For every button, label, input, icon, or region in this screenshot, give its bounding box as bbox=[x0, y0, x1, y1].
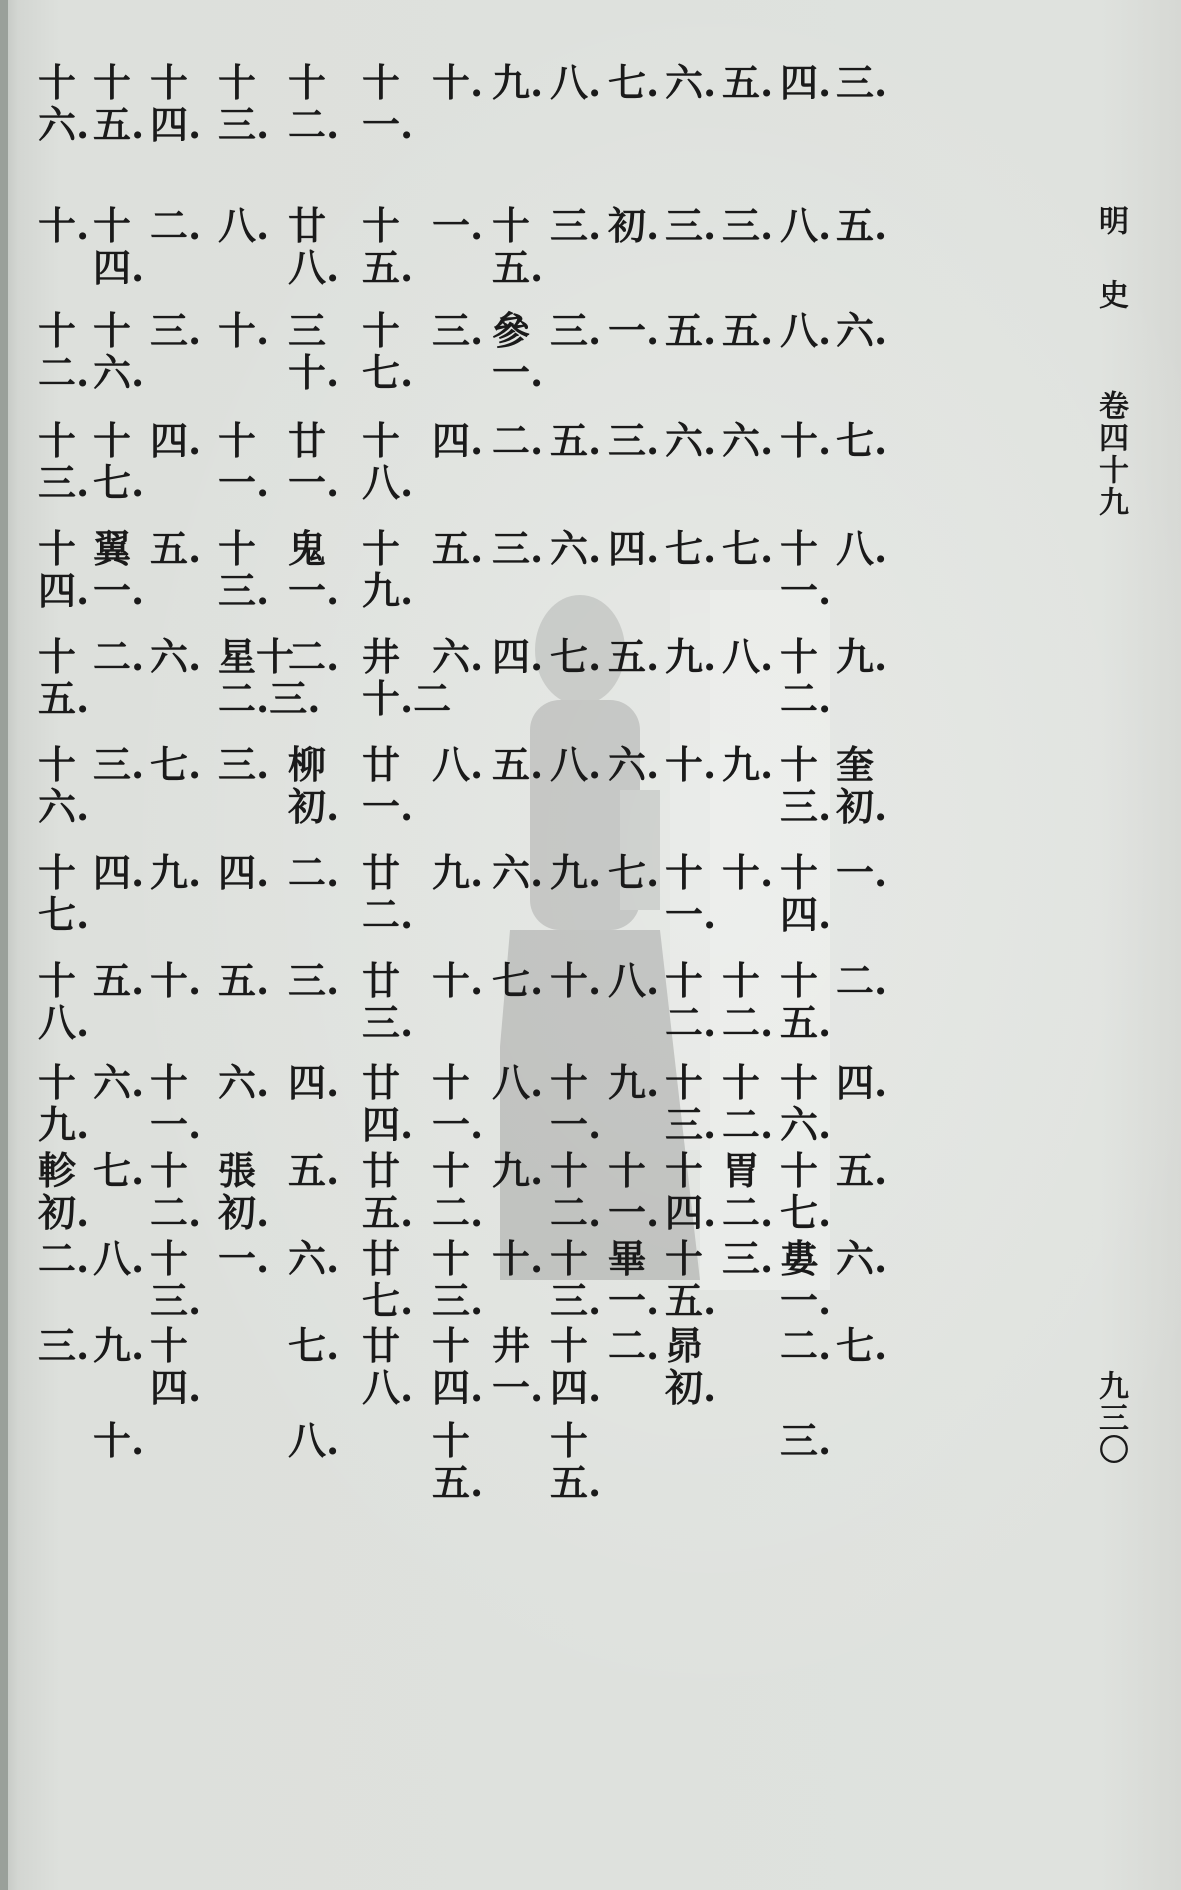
table-cell: 七. bbox=[492, 958, 544, 1003]
table-cell: 九. bbox=[836, 634, 888, 679]
table-cell: 五. bbox=[432, 526, 484, 571]
table-cell: 十. bbox=[492, 1236, 544, 1281]
table-cell: 九. bbox=[550, 850, 602, 895]
table-cell: 二. bbox=[492, 418, 544, 463]
table-cell: 六. bbox=[432, 634, 484, 679]
table-cell: 一. bbox=[432, 203, 484, 248]
table-cell: 昴 初. bbox=[665, 1323, 717, 1410]
table-cell: 十. bbox=[665, 742, 717, 787]
table-cell: 翼 一. bbox=[93, 526, 145, 613]
table-cell bbox=[150, 1420, 220, 1520]
table-cell: 鬼 一. bbox=[288, 526, 340, 613]
table-cell: 十. bbox=[150, 958, 202, 1003]
table-cell: 二. bbox=[150, 203, 202, 248]
table-row bbox=[0, 310, 1181, 400]
table-cell: 七. bbox=[150, 742, 202, 787]
table-row bbox=[0, 960, 1181, 1050]
table-cell: 十 五. bbox=[550, 1418, 602, 1505]
table-cell: 五. bbox=[288, 1148, 340, 1193]
table-cell: 五. bbox=[608, 634, 660, 679]
table-cell: 十 六. bbox=[38, 742, 90, 829]
table-cell: 八. bbox=[722, 634, 774, 679]
table-cell: 六. bbox=[288, 1236, 340, 1281]
table-cell: 七. bbox=[608, 850, 660, 895]
table-cell: 九. bbox=[93, 1323, 145, 1368]
table-cell: 十. bbox=[722, 850, 774, 895]
table-cell: 八. bbox=[218, 203, 270, 248]
table-cell: 三. bbox=[780, 1418, 832, 1463]
table-cell: 參 一. bbox=[492, 308, 544, 395]
table-cell: 五. bbox=[218, 958, 270, 1003]
table-row bbox=[0, 205, 1181, 295]
table-cell: 十 七. bbox=[93, 418, 145, 505]
table-cell: 四. bbox=[93, 850, 145, 895]
table-cell: 十 九. bbox=[38, 1060, 90, 1147]
table-cell: 十 七. bbox=[780, 1148, 832, 1235]
table-cell: 十 二. bbox=[150, 1148, 202, 1235]
table-cell: 六. bbox=[93, 1060, 145, 1105]
table-cell: 六. bbox=[150, 634, 202, 679]
table-cell: 十 一. bbox=[780, 526, 832, 613]
table-cell: 三. bbox=[608, 418, 660, 463]
table-cell: 五. bbox=[722, 308, 774, 353]
table-cell: 三. bbox=[38, 1323, 90, 1368]
table-row bbox=[0, 852, 1181, 942]
table-cell: 廿 一. bbox=[362, 742, 414, 829]
table-row bbox=[0, 1150, 1181, 1240]
table-cell: 十 二. bbox=[780, 634, 832, 721]
table-cell: 四. bbox=[492, 634, 544, 679]
table-cell: 廿 八. bbox=[362, 1323, 414, 1410]
table-cell: 五. bbox=[150, 526, 202, 571]
table-cell: 十 七. bbox=[362, 308, 414, 395]
table-cell: 十 二. bbox=[38, 308, 90, 395]
table-row bbox=[0, 744, 1181, 834]
table-row bbox=[0, 1238, 1181, 1328]
table-cell: 九. bbox=[722, 742, 774, 787]
table-cell: 九. bbox=[665, 634, 717, 679]
table-cell: 八. bbox=[93, 1236, 145, 1281]
table-cell: 八. bbox=[780, 308, 832, 353]
table-cell: 十. bbox=[93, 1418, 145, 1463]
table-cell: 軫 初. bbox=[38, 1148, 90, 1235]
table-cell: 四. bbox=[150, 418, 202, 463]
table-cell: 十 五. bbox=[93, 60, 145, 147]
table-cell: 七. bbox=[722, 526, 774, 571]
table-cell: 八. bbox=[288, 1418, 340, 1463]
table-cell: 井 一. bbox=[492, 1323, 544, 1410]
table-cell: 十 五. bbox=[432, 1418, 484, 1505]
table-cell: 十 二. bbox=[722, 1060, 774, 1147]
table-cell: 八. bbox=[608, 958, 660, 1003]
table-cell: 三. bbox=[722, 1236, 774, 1281]
table-cell: 五. bbox=[722, 60, 774, 105]
table-cell: 十 四. bbox=[432, 1323, 484, 1410]
table-cell: 十 四. bbox=[38, 526, 90, 613]
table-row bbox=[0, 62, 1181, 152]
table-cell: 一. bbox=[608, 308, 660, 353]
table-cell: 十 二. bbox=[550, 1148, 602, 1235]
table-cell: 十 六. bbox=[93, 308, 145, 395]
table-cell: 五. bbox=[550, 418, 602, 463]
table-cell: 三. bbox=[432, 308, 484, 353]
table-row bbox=[0, 420, 1181, 510]
table-cell: 六. bbox=[665, 60, 717, 105]
table-cell: 十 三. bbox=[780, 742, 832, 829]
table-cell: 星十 二.三. bbox=[218, 634, 321, 721]
table-cell: 十 三. bbox=[38, 418, 90, 505]
table-cell: 二. bbox=[836, 958, 888, 1003]
table-cell: 二. bbox=[608, 1323, 660, 1368]
table-cell: 井 十.二 bbox=[362, 634, 452, 721]
table-cell: 九. bbox=[150, 850, 202, 895]
table-cell: 三. bbox=[722, 203, 774, 248]
table-cell: 三. bbox=[550, 308, 602, 353]
table-cell: 八. bbox=[780, 203, 832, 248]
table-cell: 十 一. bbox=[432, 1060, 484, 1147]
table-cell: 六. bbox=[608, 742, 660, 787]
table-cell: 十 三. bbox=[218, 526, 270, 613]
table-cell: 十 四. bbox=[550, 1323, 602, 1410]
table-cell: 十 五. bbox=[780, 958, 832, 1045]
table-cell: 五. bbox=[836, 203, 888, 248]
table-cell: 十 二. bbox=[432, 1148, 484, 1235]
table-cell: 六. bbox=[665, 418, 717, 463]
table-cell: 三. bbox=[93, 742, 145, 787]
table-cell bbox=[218, 1420, 288, 1520]
table-cell: 九. bbox=[492, 60, 544, 105]
table-cell: 三. bbox=[550, 203, 602, 248]
table-cell: 七. bbox=[836, 418, 888, 463]
table-cell: 十 一. bbox=[665, 850, 717, 937]
table-cell: 十 五. bbox=[665, 1236, 717, 1323]
table-cell: 三. bbox=[218, 742, 270, 787]
table-cell: 十 一. bbox=[608, 1148, 660, 1235]
table-cell: 十 四. bbox=[150, 1323, 202, 1410]
table-cell: 十 五. bbox=[38, 634, 90, 721]
table-cell: 十. bbox=[550, 958, 602, 1003]
table-cell: 四. bbox=[608, 526, 660, 571]
table-cell: 十 三. bbox=[150, 1236, 202, 1323]
table-cell: 二. bbox=[38, 1236, 90, 1281]
table-cell bbox=[218, 1325, 288, 1425]
table-cell: 二. bbox=[93, 634, 145, 679]
table-cell bbox=[836, 1420, 906, 1520]
table-cell: 三. bbox=[836, 60, 888, 105]
table-cell: 四. bbox=[218, 850, 270, 895]
table-cell: 十 二. bbox=[665, 958, 717, 1045]
table-cell: 張 初. bbox=[218, 1148, 270, 1235]
table-row bbox=[0, 1420, 1181, 1510]
table-cell: 一. bbox=[836, 850, 888, 895]
table-cell: 八. bbox=[432, 742, 484, 787]
table-cell: 十 四. bbox=[93, 203, 145, 290]
table-cell: 三. bbox=[665, 203, 717, 248]
table-cell: 七. bbox=[93, 1148, 145, 1193]
table-cell: 六. bbox=[722, 418, 774, 463]
book-title: 明史 bbox=[1093, 205, 1128, 353]
table-cell: 十. bbox=[218, 308, 270, 353]
table-cell: 廿 四. bbox=[362, 1060, 414, 1147]
table-cell: 八. bbox=[550, 60, 602, 105]
table-cell: 四. bbox=[836, 1060, 888, 1105]
table-cell: 三. bbox=[288, 958, 340, 1003]
table-cell: 十 八. bbox=[362, 418, 414, 505]
table-cell: 十 二. bbox=[288, 60, 340, 147]
table-cell: 四. bbox=[288, 1060, 340, 1105]
table-cell: 七. bbox=[665, 526, 717, 571]
table-cell: 十. bbox=[780, 418, 832, 463]
table-cell: 十 八. bbox=[38, 958, 90, 1045]
table-cell: 八. bbox=[836, 526, 888, 571]
table-cell: 畢 一. bbox=[608, 1236, 660, 1323]
table-row bbox=[0, 1062, 1181, 1152]
table-cell: 十 六. bbox=[38, 60, 90, 147]
table-cell: 六. bbox=[550, 526, 602, 571]
table-cell bbox=[362, 1420, 432, 1520]
table-cell: 十 七. bbox=[38, 850, 90, 937]
table-cell: 五. bbox=[665, 308, 717, 353]
table-cell: 初. bbox=[608, 203, 660, 248]
table-cell: 廿 一. bbox=[288, 418, 340, 505]
table-cell: 十 一. bbox=[150, 1060, 202, 1147]
table-cell: 三. bbox=[492, 526, 544, 571]
table-cell: 一. bbox=[218, 1236, 270, 1281]
table-cell: 六. bbox=[218, 1060, 270, 1105]
table-cell: 胃 二. bbox=[722, 1148, 774, 1235]
table-cell: 三 十. bbox=[288, 308, 340, 395]
table-cell: 十 一. bbox=[550, 1060, 602, 1147]
table-cell: 十 二. bbox=[722, 958, 774, 1045]
table-cell: 十 四. bbox=[780, 850, 832, 937]
table-cell: 六. bbox=[492, 850, 544, 895]
table-row bbox=[0, 636, 1181, 726]
table-cell: 三. bbox=[150, 308, 202, 353]
table-cell: 二. bbox=[288, 850, 340, 895]
table-cell: 廿 七. bbox=[362, 1236, 414, 1323]
table-cell: 十. bbox=[38, 203, 90, 248]
table-cell: 六. bbox=[836, 308, 888, 353]
table-cell: 十 六. bbox=[780, 1060, 832, 1147]
table-cell: 廿 三. bbox=[362, 958, 414, 1045]
table-cell: 四. bbox=[780, 60, 832, 105]
table-cell: 四. bbox=[432, 418, 484, 463]
page-number-text: 九三〇 bbox=[1093, 1370, 1128, 1466]
table-cell: 廿 二. bbox=[362, 850, 414, 937]
table-cell: 八. bbox=[492, 1060, 544, 1105]
table-cell: 十 三. bbox=[665, 1060, 717, 1147]
table-cell: 奎 初. bbox=[836, 742, 888, 829]
table-cell: 二. bbox=[288, 634, 340, 679]
table-cell: 七. bbox=[608, 60, 660, 105]
table-cell: 二. bbox=[780, 1323, 832, 1368]
table-cell: 廿 五. bbox=[362, 1148, 414, 1235]
table-cell: 十 一. bbox=[218, 418, 270, 505]
volume-label: 卷四十九 bbox=[1093, 390, 1128, 518]
table-cell: 五. bbox=[492, 742, 544, 787]
table-cell: 十 四. bbox=[150, 60, 202, 147]
table-cell: 廿 八. bbox=[288, 203, 340, 290]
table-cell: 七. bbox=[288, 1323, 340, 1368]
table-cell: 八. bbox=[550, 742, 602, 787]
table-cell: 十. bbox=[432, 958, 484, 1003]
table-cell: 九. bbox=[608, 1060, 660, 1105]
table-cell: 十 三. bbox=[550, 1236, 602, 1323]
table-cell: 九. bbox=[492, 1148, 544, 1193]
table-cell: 十 五. bbox=[362, 203, 414, 290]
table-row bbox=[0, 528, 1181, 618]
table-cell: 十 五. bbox=[492, 203, 544, 290]
table-cell: 七. bbox=[836, 1323, 888, 1368]
table-cell: 十 四. bbox=[665, 1148, 717, 1235]
table-cell: 九. bbox=[432, 850, 484, 895]
table-cell: 十 一. bbox=[362, 60, 414, 147]
table-cell: 柳 初. bbox=[288, 742, 340, 829]
table-cell: 十 九. bbox=[362, 526, 414, 613]
table-cell: 五. bbox=[836, 1148, 888, 1193]
table-cell: 十. bbox=[432, 60, 484, 105]
table-row bbox=[0, 1325, 1181, 1415]
table-cell: 十 三. bbox=[432, 1236, 484, 1323]
table-cell: 七. bbox=[550, 634, 602, 679]
table-cell: 五. bbox=[93, 958, 145, 1003]
table-cell: 六. bbox=[836, 1236, 888, 1281]
table-cell: 十 三. bbox=[218, 60, 270, 147]
table-cell: 婁 一. bbox=[780, 1236, 832, 1323]
